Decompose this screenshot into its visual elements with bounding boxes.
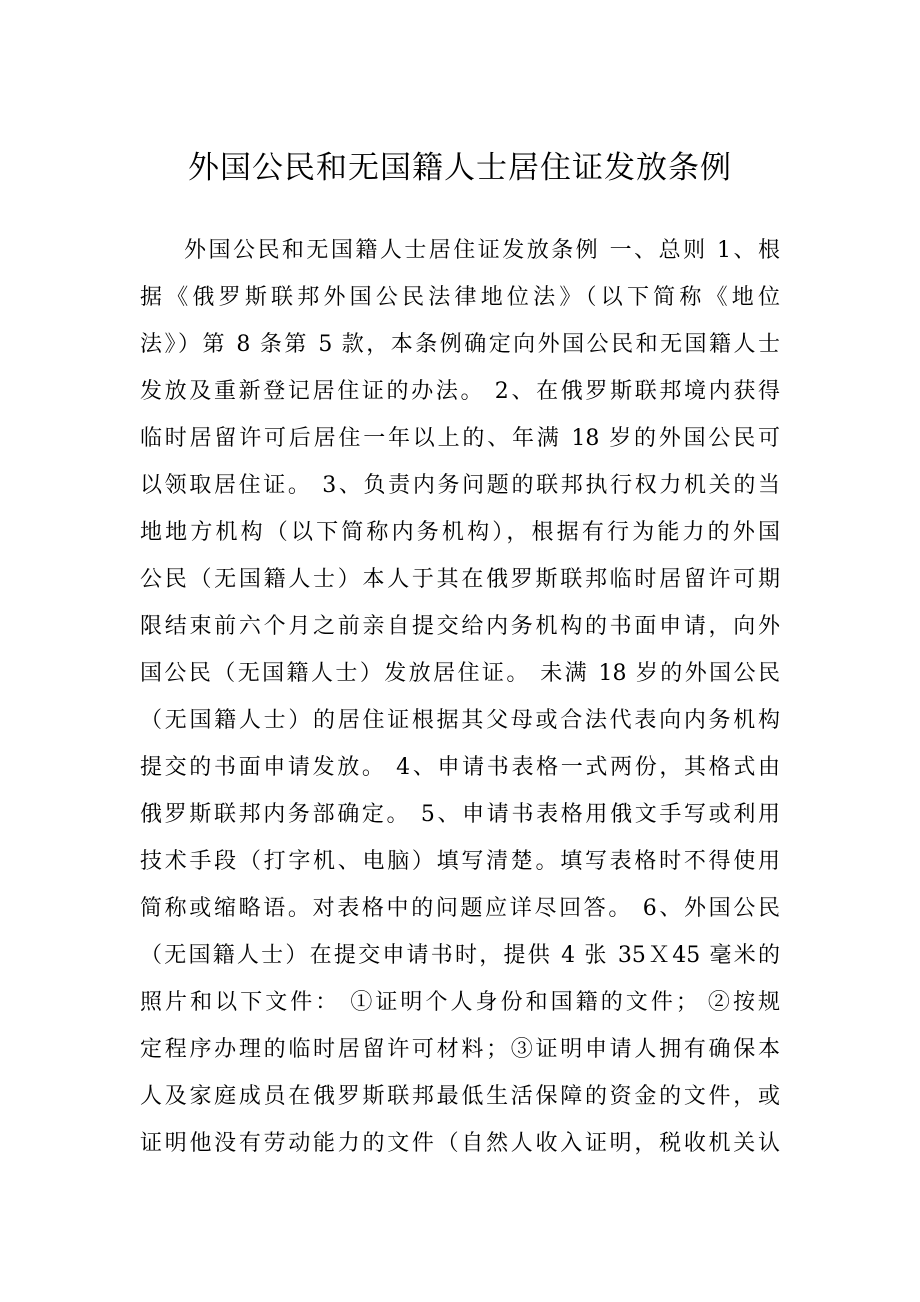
body-text-line: 俄罗斯联邦内务部确定。 5、申请书表格用俄文手写或利用 <box>140 802 780 827</box>
body-text-line: 外国公民和无国籍人士居住证发放条例 一、总则 1、根 <box>184 238 780 263</box>
body-text-line: 以领取居住证。 3、负责内务问题的联邦执行权力机关的当 <box>140 473 780 498</box>
body-text-line: 限结束前六个月之前亲自提交给内务机构的书面申请，向外 <box>140 614 780 639</box>
body-text-line: 简称或缩略语。对表格中的问题应详尽回答。 6、外国公民 <box>140 896 780 921</box>
body-text-line: 地地方机构（以下简称内务机构），根据有行为能力的外国 <box>140 520 780 545</box>
body-text-line: 临时居留许可后居住一年以上的、年满 18 岁的外国公民可 <box>140 426 780 451</box>
body-text-line: 提交的书面申请发放。 4、申请书表格一式两份，其格式由 <box>140 755 780 780</box>
document-body <box>140 227 780 1167</box>
document-title: 外国公民和无国籍人士居住证发放条例 <box>188 150 732 186</box>
body-text-line: 法》）第 8 条第 5 款，本条例确定向外国公民和无国籍人士 <box>140 332 780 357</box>
body-text-line: 定程序办理的临时居留许可材料；③证明申请人拥有确保本 <box>140 1037 780 1062</box>
body-text-line: 发放及重新登记居住证的办法。 2、在俄罗斯联邦境内获得 <box>140 379 780 404</box>
body-text-line: 公民（无国籍人士）本人于其在俄罗斯联邦临时居留许可期 <box>140 567 780 592</box>
body-text-line: （无国籍人士）的居住证根据其父母或合法代表向内务机构 <box>140 708 780 733</box>
body-text-line: 国公民（无国籍人士）发放居住证。 未满 18 岁的外国公民 <box>140 661 780 686</box>
body-text-line: 据《俄罗斯联邦外国公民法律地位法》（以下简称《地位 <box>140 285 780 310</box>
body-text-line: 技术手段（打字机、电脑）填写清楚。填写表格时不得使用 <box>140 849 780 874</box>
body-text-line: 证明他没有劳动能力的文件（自然人收入证明，税收机关认 <box>140 1131 780 1156</box>
body-text-line: 照片和以下文件： ①证明个人身份和国籍的文件； ②按规 <box>140 990 780 1015</box>
body-text-line: （无国籍人士）在提交申请书时，提供 4 张 35Ｘ45 毫米的 <box>140 943 780 968</box>
body-text-line: 人及家庭成员在俄罗斯联邦最低生活保障的资金的文件，或 <box>140 1084 780 1109</box>
